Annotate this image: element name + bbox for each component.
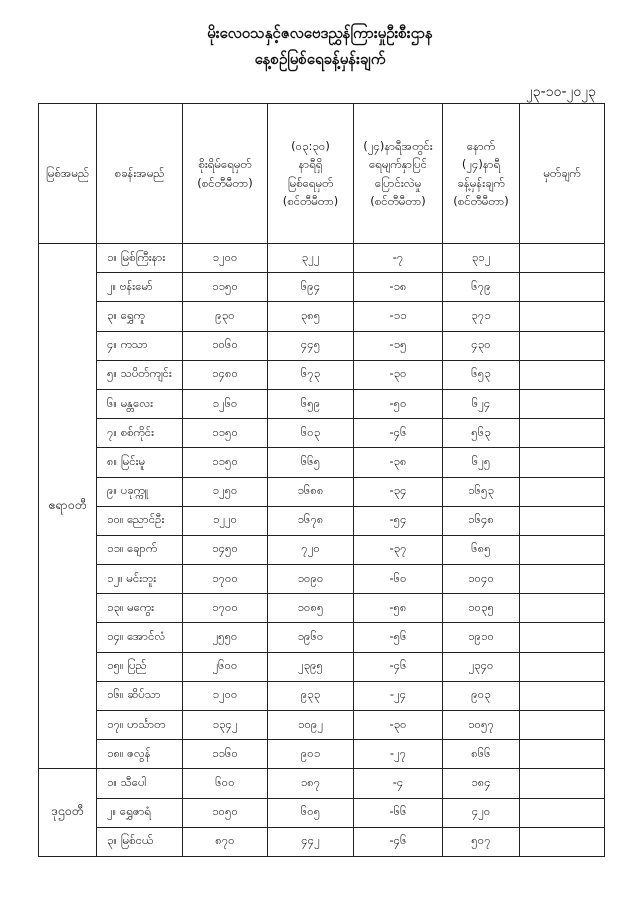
danger-level-cell: ၁၁၆၀	[183, 740, 268, 769]
danger-level-cell: ၁၃၄၂	[183, 711, 268, 740]
remarks-cell	[520, 798, 605, 827]
forecast-cell: ၂၃၄၀	[443, 652, 520, 681]
water-level-cell: ၁၉၆၀	[268, 623, 354, 652]
water-level-cell: ၃၂၂	[268, 244, 354, 273]
water-level-cell: ၄၄၅	[268, 331, 354, 360]
remarks-cell	[520, 477, 605, 506]
danger-level-cell: ၁၂၂၀	[183, 506, 268, 535]
station-cell: ၁၄။ အောင်လံ	[97, 623, 183, 652]
table-row	[39, 798, 605, 827]
remarks-cell	[520, 448, 605, 477]
change-cell: -၄၆	[354, 419, 443, 448]
change-cell: -၁၁	[354, 302, 443, 331]
table-row	[39, 244, 605, 273]
forecast-cell: ၆၂၅	[443, 448, 520, 477]
change-cell: -၅၈	[354, 594, 443, 623]
water-level-cell: ၁၀၈၅	[268, 594, 354, 623]
header-river	[39, 104, 97, 244]
header-line: မှတ်ချက်	[543, 166, 581, 181]
station-cell: ၁၆။ ဆိပ်သာ	[97, 681, 183, 710]
change-cell: -၃၄	[354, 477, 443, 506]
danger-level-cell: ၁၄၅၀	[183, 535, 268, 564]
remarks-cell	[520, 565, 605, 594]
forecast-cell: ၆၈၅	[443, 535, 520, 564]
river-forecast-table	[38, 103, 605, 857]
river-name-cell: ဧရာဝတီ	[39, 244, 97, 769]
table-row	[39, 273, 605, 302]
forecast-cell: ၁၈၄	[443, 769, 520, 798]
water-level-cell: ၇၂၀	[268, 535, 354, 564]
change-cell: -၅၆	[354, 623, 443, 652]
remarks-cell	[520, 244, 605, 273]
table-row	[39, 565, 605, 594]
water-level-cell: ၁၈၇	[268, 769, 354, 798]
table-row	[39, 535, 605, 564]
change-cell: -၂၄	[354, 681, 443, 710]
forecast-cell: ၄၂၀	[443, 798, 520, 827]
danger-level-cell: ၉၃၀	[183, 302, 268, 331]
change-cell: -၃၇	[354, 535, 443, 564]
remarks-cell	[520, 273, 605, 302]
header-line: (၂၄)နာရီ	[461, 157, 501, 172]
water-level-cell: ၆၆၅	[268, 448, 354, 477]
forecast-cell: ၁၆၄၈	[443, 506, 520, 535]
water-level-cell: ၁၆၇၈	[268, 506, 354, 535]
station-cell: ၂။ ဗန်းမော်	[97, 273, 183, 302]
station-cell: ၃။ မြစ်ငယ်	[97, 827, 183, 856]
header-line: (၂၄)နာရီအတွင်း	[363, 138, 433, 153]
header-line: မြစ်ရေမှတ်	[287, 175, 334, 190]
remarks-cell	[520, 506, 605, 535]
remarks-cell	[520, 652, 605, 681]
header-line: ရေမျက်နှာပြင်	[368, 157, 428, 172]
danger-level-cell: ၁၄၈၀	[183, 360, 268, 389]
remarks-cell	[520, 389, 605, 418]
header-remarks	[520, 104, 605, 244]
table-row	[39, 331, 605, 360]
remarks-cell	[520, 419, 605, 448]
water-level-cell: ၃၈၅	[268, 302, 354, 331]
change-cell: -၄၆	[354, 652, 443, 681]
forecast-cell: ၃၇၁	[443, 302, 520, 331]
remarks-cell	[520, 711, 605, 740]
forecast-cell: ၁၉၁၀	[443, 623, 520, 652]
station-cell: ၄။ ကသာ	[97, 331, 183, 360]
header-line: (စင်တီမီတာ)	[453, 193, 509, 208]
forecast-cell: ၅၆၃	[443, 419, 520, 448]
water-level-cell: ၆၅၉	[268, 389, 354, 418]
table-row	[39, 769, 605, 798]
water-level-cell: ၉၀၁	[268, 740, 354, 769]
change-cell: -၁၈	[354, 273, 443, 302]
table-row	[39, 740, 605, 769]
forecast-cell: ၆၇၉	[443, 273, 520, 302]
header-line: (၀၃:၃၀)	[291, 138, 330, 153]
header-station	[97, 104, 183, 244]
danger-level-cell: ၁၁၅၀	[183, 273, 268, 302]
water-level-cell: ၁၀၉၀	[268, 565, 354, 594]
danger-level-cell: ၁၂၅၀	[183, 477, 268, 506]
station-cell: ၁၃။ မကွေး	[97, 594, 183, 623]
change-cell: -၃၀	[354, 711, 443, 740]
table-row	[39, 652, 605, 681]
header-forecast	[443, 104, 520, 244]
water-level-cell: ၂၃၉၅	[268, 652, 354, 681]
station-cell: ၂။ ရွှေဇာရံ	[97, 798, 183, 827]
remarks-cell	[520, 740, 605, 769]
change-cell: -၆၀	[354, 565, 443, 594]
header-danger-level	[183, 104, 268, 244]
table-row	[39, 448, 605, 477]
header-line: (စင်တီမီတာ)	[282, 193, 339, 208]
danger-level-cell: ၁၀၅၀	[183, 798, 268, 827]
change-cell: -၆၆	[354, 798, 443, 827]
remarks-cell	[520, 535, 605, 564]
water-level-cell: ၄၄၂	[268, 827, 354, 856]
forecast-cell: ၃၁၂	[443, 244, 520, 273]
table-row	[39, 302, 605, 331]
table-row	[39, 681, 605, 710]
station-cell: ၈။ မြင်းမူ	[97, 448, 183, 477]
change-cell: -၅၀	[354, 389, 443, 418]
station-cell: ၃။ ရွှေကူ	[97, 302, 183, 331]
forecast-cell: ၆၂၄	[443, 389, 520, 418]
header-line: မြစ်အမည်	[45, 166, 90, 181]
header-line: (စင်တီမီတာ)	[370, 193, 426, 208]
report-date: ၂၃-၁၀-၂၀၂၃	[525, 84, 596, 100]
table-row	[39, 623, 605, 652]
remarks-cell	[520, 623, 605, 652]
station-cell: ၁၇။ ဟင်္သာတ	[97, 711, 183, 740]
table-row	[39, 594, 605, 623]
header-24h-change	[354, 104, 443, 244]
department-title: မိုးလေဝသနှင့်ဇလဗေဒညွှန်ကြားမှုဦးစီးဌာန	[207, 24, 433, 42]
danger-level-cell: ၁၇၀၀	[183, 565, 268, 594]
forecast-cell: ၉၀၃	[443, 681, 520, 710]
table-row	[39, 827, 605, 856]
station-cell: ၆။ မန္တလေး	[97, 389, 183, 418]
danger-level-cell: ၁၁၅၀	[183, 419, 268, 448]
header-line: ပြောင်းလဲမှု	[374, 175, 422, 190]
remarks-cell	[520, 302, 605, 331]
remarks-cell	[520, 594, 605, 623]
change-cell: -၃၈	[354, 448, 443, 477]
danger-level-cell: ၁၂၆၀	[183, 389, 268, 418]
station-cell: ၁။ မြစ်ကြီးနား	[97, 244, 183, 273]
forecast-cell: ၁၆၅၃	[443, 477, 520, 506]
station-cell: ၁၈။ ဇလွန်	[97, 740, 183, 769]
remarks-cell	[520, 827, 605, 856]
report-title: နေ့စဉ်မြစ်ရေခန့်မှန်းချက်	[254, 50, 386, 68]
header-current-level	[268, 104, 354, 244]
water-level-cell: ၆၀၃	[268, 419, 354, 448]
table-row	[39, 477, 605, 506]
table-row	[39, 506, 605, 535]
change-cell: -၂၇	[354, 740, 443, 769]
water-level-cell: ၆၉၄	[268, 273, 354, 302]
change-cell: -၅၄	[354, 506, 443, 535]
danger-level-cell: ၆၀၀	[183, 769, 268, 798]
danger-level-cell: ၁၀၆၀	[183, 331, 268, 360]
danger-level-cell: ၁၂၀၀	[183, 681, 268, 710]
forecast-cell: ၈၆၆	[443, 740, 520, 769]
header-line: နောက်	[466, 138, 496, 153]
change-cell: -၇	[354, 244, 443, 273]
danger-level-cell: ၁၂၀၀	[183, 244, 268, 273]
station-cell: ၅။ သပိတ်ကျင်း	[97, 360, 183, 389]
station-cell: ၁၁။ ချောက်	[97, 535, 183, 564]
forecast-cell: ၄၃၀	[443, 331, 520, 360]
remarks-cell	[520, 331, 605, 360]
change-cell: -၁၅	[354, 331, 443, 360]
water-level-cell: ၆၀၅	[268, 798, 354, 827]
station-cell: ၁၀။ ညောင်ဦး	[97, 506, 183, 535]
header-line: စိုးရိမ်ရေမှတ်	[198, 157, 252, 172]
danger-level-cell: ၈၇၀	[183, 827, 268, 856]
station-cell: ၁။ သီပေါ	[97, 769, 183, 798]
water-level-cell: ၉၃၃	[268, 681, 354, 710]
remarks-cell	[520, 769, 605, 798]
danger-level-cell: ၁၇၀၀	[183, 594, 268, 623]
remarks-cell	[520, 681, 605, 710]
danger-level-cell: ၁၁၅၀	[183, 448, 268, 477]
table-row	[39, 711, 605, 740]
table-row	[39, 419, 605, 448]
table-header-row	[39, 104, 605, 244]
forecast-cell: ၁၀၄၀	[443, 565, 520, 594]
header-line: ခန့်မှန်းချက်	[457, 175, 505, 190]
danger-level-cell: ၂၆၀၀	[183, 652, 268, 681]
station-cell: ၁၅။ ပြည်	[97, 652, 183, 681]
header-line: စခန်းအမည်	[114, 166, 165, 181]
station-cell: ၁၂။ မင်းဘူး	[97, 565, 183, 594]
change-cell: -၄၆	[354, 827, 443, 856]
water-level-cell: ၆၇၃	[268, 360, 354, 389]
change-cell: -၃၀	[354, 360, 443, 389]
remarks-cell	[520, 360, 605, 389]
forecast-cell: ၅၀၇	[443, 827, 520, 856]
table-row	[39, 360, 605, 389]
header-line: (စင်တီမီတာ)	[197, 175, 253, 190]
danger-level-cell: ၂၅၅၀	[183, 623, 268, 652]
forecast-cell: ၁၀၅၇	[443, 711, 520, 740]
river-name-cell: ဒုဌဝတီ	[39, 769, 97, 857]
forecast-cell: ၁၀၃၅	[443, 594, 520, 623]
water-level-cell: ၁၆၈၈	[268, 477, 354, 506]
change-cell: -၄	[354, 769, 443, 798]
station-cell: ၉။ ပခုက္ကူ	[97, 477, 183, 506]
table-row	[39, 389, 605, 418]
station-cell: ၇။ စစ်ကိုင်း	[97, 419, 183, 448]
header-line: နာရီရှိ	[298, 157, 323, 172]
forecast-cell: ၆၅၃	[443, 360, 520, 389]
water-level-cell: ၁၀၉၂	[268, 711, 354, 740]
